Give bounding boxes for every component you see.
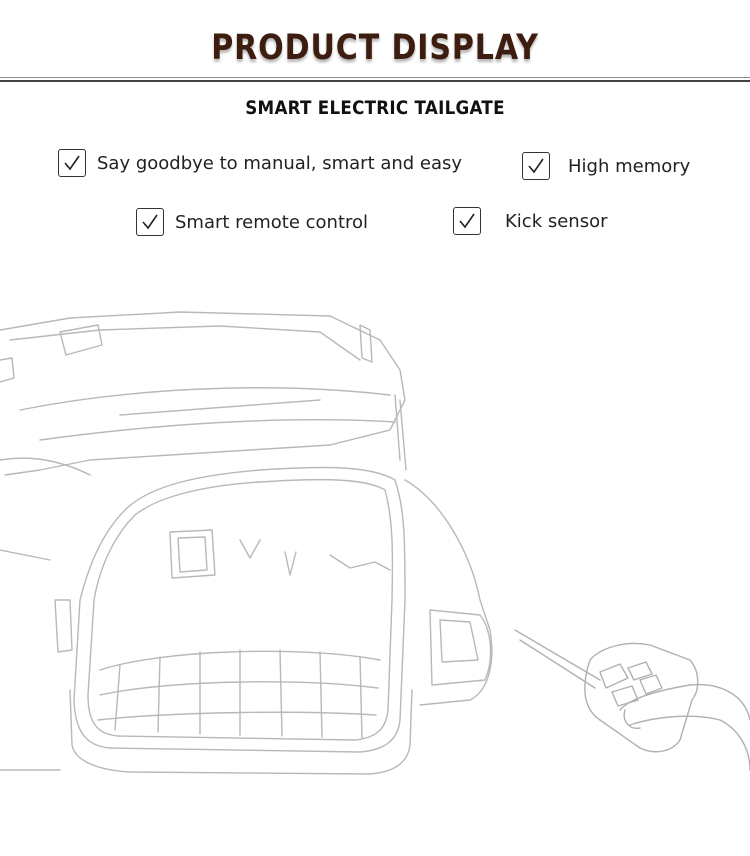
section-subtitle: SMART ELECTRIC TAILGATE (245, 97, 505, 119)
car-sketch (0, 312, 492, 774)
feature-item-remote (136, 206, 368, 238)
header-divider-thin (0, 77, 750, 78)
checkmark-icon (136, 208, 164, 236)
page-header (0, 0, 750, 90)
feature-item-kick (453, 205, 608, 237)
page-title: PRODUCT DISPLAY (211, 28, 539, 68)
hand-remote-sketch (515, 630, 750, 770)
feature-label: Say goodbye to manual, smart and easy (97, 152, 463, 174)
checkmark-icon (453, 207, 481, 235)
feature-label: High memory (568, 155, 691, 177)
header-divider-thick (0, 80, 750, 82)
feature-item-manual (58, 147, 462, 179)
feature-label: Kick sensor (505, 210, 608, 232)
tailgate-illustration (0, 300, 750, 800)
feature-label: Smart remote control (175, 211, 369, 233)
checkmark-icon (522, 152, 550, 180)
feature-item-memory (522, 150, 690, 182)
checkmark-icon (58, 149, 86, 177)
